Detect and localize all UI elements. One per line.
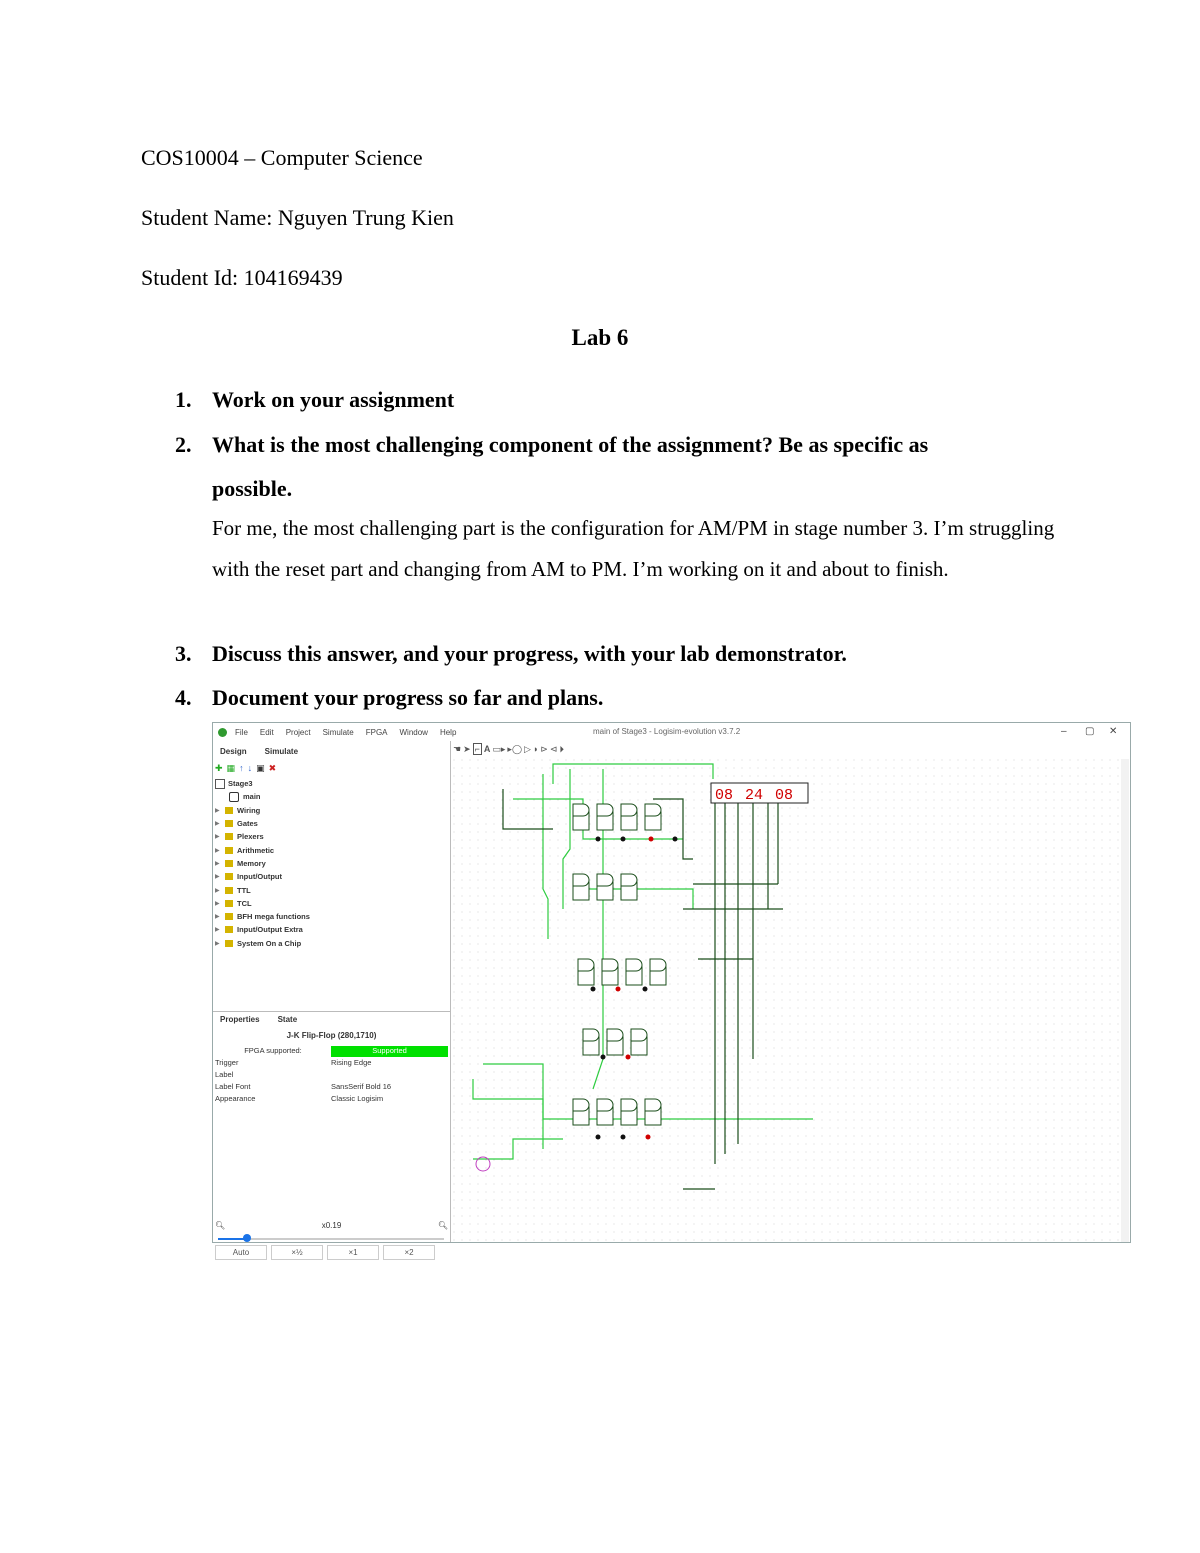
and-gate [573,874,589,886]
zoom-in-icon[interactable]: 🔍︎ [437,1221,448,1230]
expand-icon: ▶ [215,834,220,841]
move-down-icon[interactable]: ↓ [247,763,253,773]
led [591,987,596,992]
tree-lib-soc[interactable]: ▶ System On a Chip [215,938,302,948]
or-gate-icon[interactable]: ⊳ [540,743,548,754]
zoom-1x-button[interactable]: ×1 [327,1245,379,1260]
properties-title: J-K Flip-Flop (280,1710) [286,1031,377,1040]
circuit-canvas[interactable] [453,759,1121,1242]
menu-window[interactable]: Window [399,727,428,737]
and-gate [573,1099,589,1111]
led [643,987,648,992]
canvas-grid [453,759,1121,1242]
item-2-text: What is the most challenging component of the assignment? Be as specific as [212,432,929,457]
expand-icon: ▶ [215,807,220,814]
logisim-screenshot [212,722,1131,1257]
close-button[interactable]: ✕ [1109,726,1118,737]
zoom-slider[interactable] [218,1238,444,1240]
expand-icon: ▶ [215,821,220,828]
tree-lib-bfh[interactable]: ▶ BFH mega functions [215,912,310,922]
led [626,1055,631,1060]
seven-segment-display [711,783,808,804]
item-2-number: 2. [175,432,192,457]
supported-badge: Supported [331,1046,448,1057]
item-1-text: Work on your assignment [212,387,455,412]
output-pin-icon[interactable]: ▸◯ [507,743,523,754]
led [601,1055,606,1060]
item-4-text: Document your progress so far and plans. [212,685,604,710]
tab-design[interactable]: Design [220,747,247,756]
and-gate [645,804,661,816]
prop-row-fpga: FPGA supported: Supported [215,1046,448,1057]
explorer-toolbar [215,763,276,774]
xor-gate-icon[interactable]: ⊲ [549,743,558,754]
input-pin-icon[interactable]: ▭▸ [492,743,506,754]
zoom-half-button[interactable]: ×½ [271,1245,323,1260]
tool-toolbar [453,741,1129,757]
and-gate [602,959,618,971]
maximize-button[interactable]: ▢ [1085,726,1095,737]
tree-lib-plexers[interactable]: ▶ Plexers [215,832,264,842]
item-4-number: 4. [175,685,192,710]
student-id: Student Id: 104169439 [141,265,343,290]
tab-properties[interactable]: Properties [220,1015,260,1024]
menu-edit[interactable]: Edit [259,727,274,737]
simulate-icon[interactable]: ⏵ [559,743,564,754]
wiring-tool-icon[interactable]: ⌐ [474,744,480,754]
select-tool-icon[interactable]: ➤ [463,743,471,754]
tree-lib-arithmetic[interactable]: ▶ Arithmetic [215,845,275,855]
expand-icon: ▶ [215,940,220,947]
text-tool-icon[interactable]: A [483,744,491,754]
menu-fpga[interactable]: FPGA [365,727,388,737]
move-up-icon[interactable]: ↑ [239,763,244,773]
tree-lib-input-output[interactable]: ▶ Input/Output [215,872,282,882]
folder-icon [225,900,233,907]
item-2-text-cont: possible. [212,476,293,501]
student-name: Student Name: Nguyen Trung Kien [141,205,454,230]
and-gate [645,1099,661,1111]
seconds-digits: 08 [775,787,794,804]
and-gate [583,1029,599,1041]
and-gate [597,874,613,886]
course-title: COS10004 – Computer Science [141,145,423,170]
folder-icon [225,820,233,827]
answer-paragraph: For me, the most challenging part is the configuration for AM/PM in stage number 3. I’m struggling with the reset part and changing from AM to PM. I’m working on it and about to finish. [212,516,1055,581]
folder-icon [225,833,233,840]
and-gate [631,1029,647,1041]
and-gate [626,959,642,971]
and-gate [621,1099,637,1111]
folder-icon [225,887,233,894]
led [649,837,654,842]
zoom-level: x0.19 [321,1221,342,1230]
tree-lib-tcl[interactable]: ▶ TCL [215,898,252,908]
led [673,837,678,842]
component-tree [215,777,447,950]
zoom-slider-knob[interactable] [243,1234,251,1242]
poke-tool-icon[interactable]: ☚ [453,743,462,754]
menu-file[interactable]: File [235,727,248,737]
prop-row-label[interactable]: Label [215,1070,234,1079]
tab-simulate[interactable]: Simulate [264,747,299,756]
and-gate [621,874,637,886]
and-gate [573,804,589,816]
expand-icon: ▶ [215,914,220,921]
canvas-scrollbar[interactable] [1121,759,1129,1242]
minimize-button[interactable]: – [1061,726,1067,737]
edit-appearance-icon[interactable]: ▣ [256,763,265,773]
menu-help[interactable]: Help [439,727,457,737]
led [596,1135,601,1140]
delete-icon[interactable]: ✖ [268,763,277,773]
folder-icon [225,926,233,933]
logisim-logo-icon [218,728,227,737]
expand-icon: ▶ [215,927,220,934]
hours-digits: 08 [715,787,734,804]
minutes-digits: 24 [745,787,764,804]
not-gate-icon[interactable]: ▷ [524,743,531,754]
prop-row-trigger[interactable]: Trigger Rising Edge [215,1058,372,1067]
tab-state[interactable]: State [277,1015,298,1024]
led [646,1135,651,1140]
led [616,987,621,992]
add-library-icon[interactable]: ▦ [226,763,236,773]
and-gate [607,1029,623,1041]
item-1-number: 1. [175,387,192,412]
tree-lib-gates[interactable]: ▶ Gates [215,819,258,829]
folder-icon [225,873,233,880]
lab-title: Lab 6 [571,325,629,350]
add-circuit-icon[interactable]: ✚ [215,763,223,773]
expand-icon: ▶ [215,860,220,867]
expand-icon: ▶ [215,900,220,907]
folder-icon [225,940,233,947]
and-gate [597,804,613,816]
menu-simulate[interactable]: Simulate [322,727,354,737]
led [596,837,601,842]
expand-icon: ▶ [215,887,220,894]
and-gate-icon[interactable]: ◗ [532,744,539,754]
led [621,1135,626,1140]
and-gate [578,959,594,971]
expand-icon: ▶ [215,847,220,854]
zoom-2x-button[interactable]: ×2 [383,1245,435,1260]
tree-lib-ttl[interactable]: ▶ TTL [215,885,251,895]
prop-row-appearance[interactable]: Appearance Classic Logisim [215,1094,384,1103]
zoom-out-icon[interactable]: 🔍︎ [215,1221,226,1230]
and-gate [597,1099,613,1111]
folder-icon [225,807,233,814]
tree-circuit-main[interactable]: main [215,790,447,803]
explorer-pane [213,741,451,1257]
item-3-number: 3. [175,641,192,666]
circuit-icon [229,792,239,802]
project-icon [215,779,225,789]
item-3-text: Discuss this answer, and your progress, with your lab demonstrator. [212,641,847,666]
folder-icon [225,913,233,920]
tree-lib-memory[interactable]: ▶ Memory [215,858,266,868]
expand-icon: ▶ [215,874,220,881]
menu-project[interactable]: Project [285,727,311,737]
window-title: main of Stage3 - Logisim-evolution v3.7.2 [593,727,741,736]
folder-icon [225,847,233,854]
pane-divider[interactable] [213,1011,450,1012]
led [621,837,626,842]
tree-lib-io-extra[interactable]: ▶ Input/Output Extra [215,925,303,935]
tree-lib-wiring[interactable]: ▶ Wiring [215,805,261,815]
zoom-auto-button[interactable]: Auto [215,1245,267,1260]
and-gate [621,804,637,816]
and-gate [650,959,666,971]
prop-row-label-font[interactable]: Label Font SansSerif Bold 16 [215,1082,392,1091]
tree-project[interactable]: Stage3 [215,777,447,790]
folder-icon [225,860,233,867]
